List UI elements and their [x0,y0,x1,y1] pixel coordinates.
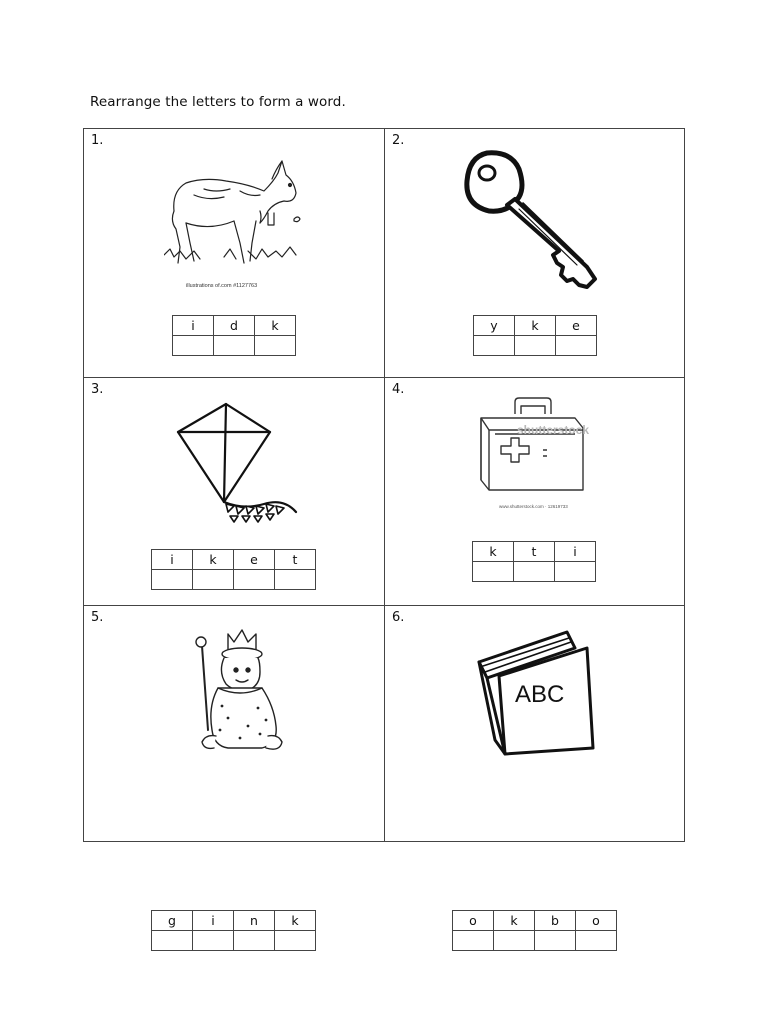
letters-row [152,911,316,931]
letter-cell: d [214,316,255,336]
answer-cell[interactable] [173,336,214,356]
answer-cell[interactable] [473,562,514,582]
letters-table [472,541,596,582]
answer-cell[interactable] [535,931,576,951]
letters-table [452,910,617,951]
item-1-card [84,129,384,377]
answer-row[interactable] [173,336,296,356]
letter-cell: k [494,911,535,931]
letters-table [151,549,316,590]
letters-table [151,910,316,951]
answer-cell[interactable] [515,336,556,356]
answer-cell[interactable] [234,570,275,590]
goat-image-caption: illustrations of.com #1127763 [186,283,258,289]
answer-cell[interactable] [275,931,316,951]
answer-cell[interactable] [514,562,555,582]
letter-cell: i [555,542,596,562]
item-5-card [84,606,384,928]
king-image [188,626,288,760]
answer-cell[interactable] [152,570,193,590]
answer-cell[interactable] [474,336,515,356]
letter-cell: k [275,911,316,931]
answer-cell[interactable] [453,931,494,951]
letters-row [473,542,596,562]
kite-image [174,400,304,530]
first-aid-kit-image [471,394,603,520]
letter-cell: t [275,550,316,570]
letters-row [173,316,296,336]
letter-cell: g [152,911,193,931]
item-number: 6. [392,610,405,625]
letters-row [152,550,316,570]
letter-cell: t [514,542,555,562]
answer-cell[interactable] [234,931,275,951]
letter-cell: k [515,316,556,336]
letter-cell: k [473,542,514,562]
answer-row[interactable] [474,336,597,356]
letter-cell: i [152,550,193,570]
item-number: 2. [392,133,405,148]
letters-row [474,316,597,336]
answer-cell[interactable] [193,931,234,951]
shutterstock-watermark: shutterstock [517,423,590,437]
instruction-text: Rearrange the letters to form a word. [90,94,346,110]
letter-cell: e [234,550,275,570]
letter-cell: n [234,911,275,931]
letter-cell: b [535,911,576,931]
item-number: 5. [91,610,104,625]
answer-cell[interactable] [214,336,255,356]
letter-cell: k [193,550,234,570]
item-3-card [84,378,384,605]
item-number: 3. [91,382,104,397]
letter-cell: k [255,316,296,336]
letters-row [453,911,617,931]
answer-cell[interactable] [576,931,617,951]
letter-cell: o [453,911,494,931]
book-image [475,628,599,760]
letters-table [172,315,296,356]
answer-cell[interactable] [275,570,316,590]
goat-kid-image [164,151,304,293]
answer-row[interactable] [152,570,316,590]
letter-cell: i [173,316,214,336]
item-number: 4. [392,382,405,397]
book-cover-label: ABC [515,681,565,708]
letter-cell: y [474,316,515,336]
key-image [463,147,605,295]
letter-cell: i [193,911,234,931]
answer-row[interactable] [473,562,596,582]
item-2-card [385,129,685,377]
item-number: 1. [91,133,104,148]
answer-cell[interactable] [555,562,596,582]
answer-cell[interactable] [494,931,535,951]
answer-cell[interactable] [255,336,296,356]
answer-cell[interactable] [556,336,597,356]
answer-row[interactable] [152,931,316,951]
item-4-card [385,378,685,605]
worksheet-grid [83,128,685,928]
answer-cell[interactable] [193,570,234,590]
answer-row[interactable] [453,931,617,951]
letter-cell: e [556,316,597,336]
first-aid-image-caption: www.shutterstock.com · 12619733 [499,504,568,509]
letters-table [473,315,597,356]
letter-cell: o [576,911,617,931]
item-6-card [385,606,685,928]
answer-cell[interactable] [152,931,193,951]
